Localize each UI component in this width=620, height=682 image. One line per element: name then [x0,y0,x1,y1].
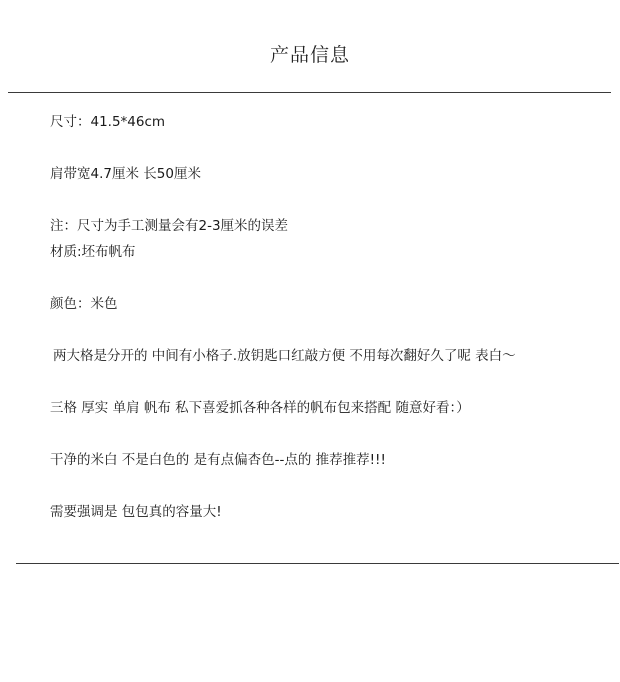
measurement-note-line: 注：尺寸为手工测量会有2-3厘米的误差 [50,218,289,234]
color-description-line: 干净的米白 不是白色的 是有点偏杏色--点的 推荐推荐!!! [50,452,386,468]
compartment-description-line: 两大格是分开的 中间有小格子.放钥匙口红敲方便 不用每次翻好久了呢 表白～ [53,348,516,364]
color-line: 颜色：米色 [50,296,118,312]
bottom-divider [16,563,619,564]
features-line: 三格 厚实 单肩 帆布 私下喜爱抓各种各样的帆布包来搭配 随意好看：） [50,400,470,416]
page-title: 产品信息 [269,44,350,66]
capacity-line: 需要强调是 包包真的容量大! [50,504,222,520]
strap-line: 肩带宽4.7厘米 长50厘米 [50,166,201,182]
size-line: 尺寸：41.5*46cm [50,114,166,130]
top-divider [8,92,611,93]
material-line: 材质:坯布帆布 [50,244,136,260]
